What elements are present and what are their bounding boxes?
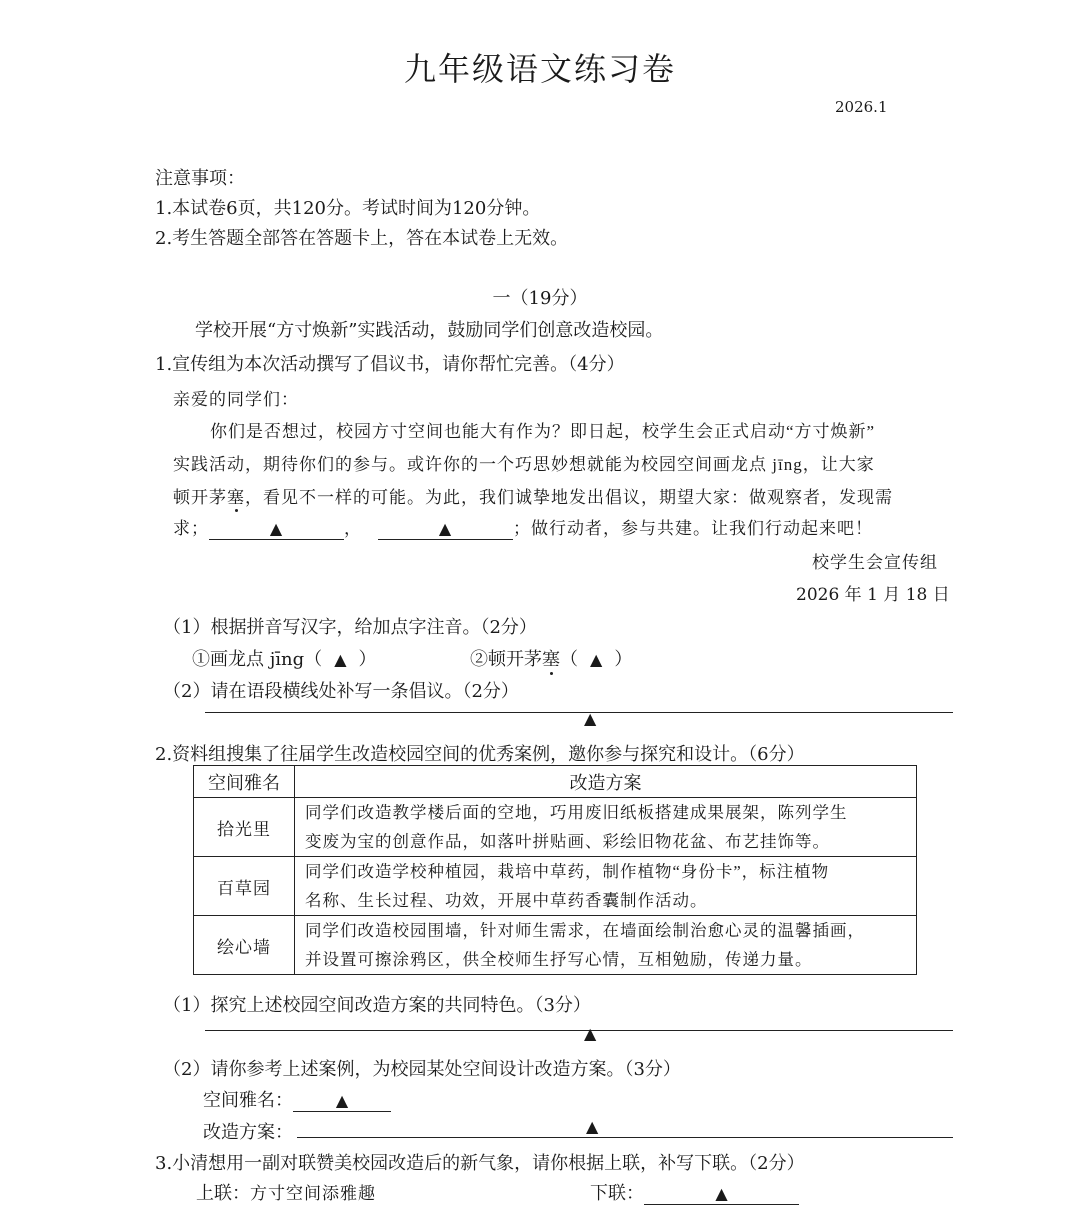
note-item-1: 1.本试卷6页，共120分。考试时间为120分钟。 [155,198,541,219]
section-heading: 一（19分） [492,288,588,309]
upper-label: 上联： [196,1183,250,1204]
page-title: 九年级语文练习卷 [403,50,676,88]
letter-line-4-end: ；做行动者，参与共建。让我们行动起来吧！ [513,519,873,538]
answer-triangle-icon: ▲ [715,1184,728,1203]
table-header-row [194,766,917,798]
plan-answer-line[interactable] [297,1137,953,1138]
letter-greeting: 亲爱的同学们： [173,390,299,409]
note-item-2: 2.考生答题全部答在答题卡上，答在本试卷上无效。 [155,228,569,249]
space-plan [295,916,917,975]
pinyin-item-label: ①画龙点 jīng（ [192,649,323,670]
table-header: 改造方案 [295,766,917,798]
q1-sub1-item-b [470,645,632,671]
plan-line: 同学们改造学校种植园，栽培中草药，制作植物“身份卡”，标注植物 [305,862,830,881]
q1-sub1-prompt: （1）根据拼音写汉字，给加点字注音。（2分） [163,617,537,638]
upper-couplet-text: 方寸空间添雅趣 [250,1184,376,1203]
plan-line: 同学们改造校园围墙，针对师生需求，在墙面绘制治愈心灵的温馨插画， [305,921,865,940]
notes-heading: 注意事项： [155,168,245,189]
letter-line-3-start: 顿开茅 [173,488,227,507]
letter-signature: 校学生会宣传组 [812,553,938,572]
answer-triangle-icon: ▲ [584,709,597,728]
letter-line-4 [173,514,873,540]
space-name: 拾光里 [194,798,295,857]
plan-line: 变废为宝的创意作品，如落叶拼贴画、彩绘旧物花盆、布艺挂饰等。 [305,832,830,851]
q2-sub2-prompt: （2）请你参考上述案例，为校园某处空间设计改造方案。（3分） [163,1059,681,1080]
plan-line: 同学们改造教学楼后面的空地，巧用废旧纸板搭建成果展架，陈列学生 [305,803,848,822]
phonetic-item-label: ②顿开茅 [470,649,542,670]
letter-date: 2026 年 1 月 18 日 [796,585,950,605]
close-paren: ） [358,649,377,670]
initiative-blank-2[interactable] [378,519,513,540]
answer-triangle-icon[interactable]: ▲ [590,650,603,669]
q3-prompt: 3.小清想用一副对联赞美校园改造后的新气象，请你根据上联，补写下联。（2分） [155,1153,805,1174]
field-space-name [203,1086,391,1112]
close-paren: ） [614,649,633,670]
dotted-char-sai: 塞 [542,645,560,671]
letter-line-3 [173,483,893,508]
space-name-blank[interactable] [293,1090,391,1112]
lower-label: 下联： [590,1183,644,1204]
table-row [194,857,917,916]
q2-sub1-prompt: （1）探究上述校园空间改造方案的共同特色。（3分） [163,995,591,1016]
q1-sub1-item-a [192,645,377,671]
section-intro: 学校开展“方寸焕新”实践活动，鼓励同学们创意改造校园。 [195,320,664,341]
open-paren: （ [560,649,578,670]
plan-line: 并设置可擦涂鸦区，供全校师生抒写心情，互相勉励，传递力量。 [305,950,813,969]
answer-triangle-icon: ▲ [438,519,453,538]
q2-prompt: 2.资料组搜集了往届学生改造校园空间的优秀案例，邀你参与探究和设计。（6分） [155,744,805,765]
upper-couplet [196,1179,376,1205]
field-plan [203,1118,293,1144]
letter-line-3-end: ，看见不一样的可能。为此，我们诚挚地发出倡议，期望大家：做观察者，发现需 [245,488,893,507]
q1-sub2-prompt: （2）请在语段横线处补写一条倡议。（2分） [163,681,519,702]
letter-line-1: 你们是否想过，校园方寸空间也能大有作为？即日起，校学生会正式启动“方寸焕新” [210,422,876,441]
exam-date: 2026.1 [835,98,888,116]
table-row [194,798,917,857]
initiative-blank-1[interactable] [209,519,344,540]
answer-line[interactable] [205,1030,953,1031]
field-label: 改造方案： [203,1122,293,1143]
lower-couplet [590,1179,799,1205]
field-label: 空间雅名： [203,1090,293,1111]
table-row [194,916,917,975]
answer-triangle-icon: ▲ [584,1024,597,1043]
space-name: 绘心墙 [194,916,295,975]
space-plan [295,857,917,916]
dotted-char-sai: 塞 [227,483,245,508]
space-name: 百草园 [194,857,295,916]
cases-table [193,765,917,975]
lower-couplet-blank[interactable] [644,1183,799,1205]
letter-line-4-sep: ， [344,519,362,538]
letter-line-2: 实践活动，期待你们的参与。或许你的一个巧思妙想就能为校园空间画龙点 jīng，让大家 [173,455,875,474]
answer-line[interactable] [205,712,953,713]
answer-triangle-icon: ▲ [269,519,284,538]
q1-prompt: 1.宣传组为本次活动撰写了倡议书，请你帮忙完善。（4分） [155,354,625,375]
letter-line-4-start: 求； [173,519,209,538]
plan-line: 名称、生长过程、功效，开展中草药香囊制作活动。 [305,891,708,910]
table-header: 空间雅名 [194,766,295,798]
answer-triangle-icon[interactable]: ▲ [334,650,347,669]
space-plan [295,798,917,857]
answer-triangle-icon: ▲ [335,1091,349,1110]
answer-triangle-icon: ▲ [586,1117,599,1136]
